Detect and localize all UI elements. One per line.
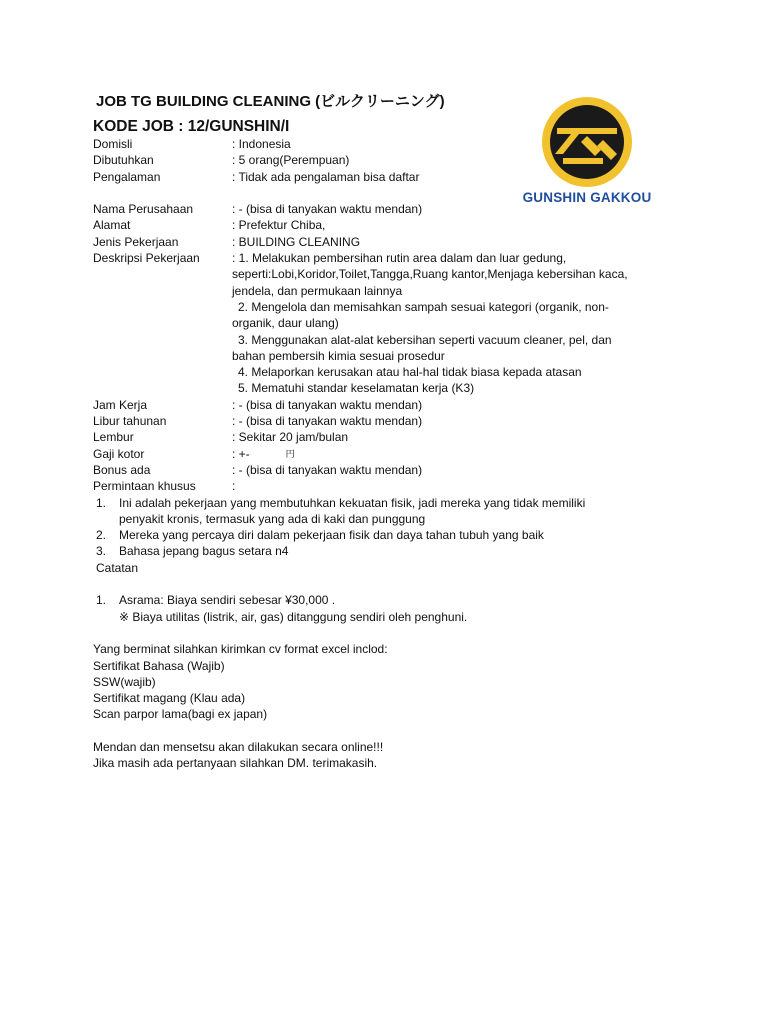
field-label: Pengalaman <box>93 169 161 184</box>
list-number: 1. <box>96 593 107 608</box>
description-line: jendela, dan permukaan lainnya <box>232 283 403 298</box>
field-value <box>232 446 683 462</box>
field-value: : Sekitar 20 jam/bulan <box>232 430 349 445</box>
requirement-line: Mereka yang percaya diri dalam pekerjaan fisik dan daya tahan tubuh yang baik <box>119 528 544 543</box>
catatan-heading: Catatan <box>96 560 139 575</box>
job-title: JOB TG BUILDING CLEANING (ビルクリーニング) <box>96 93 445 110</box>
description-line: bahan pembersih kimia sesuai prosedur <box>232 348 445 363</box>
description-line: 3. Menggunakan alat-alat kebersihan seperti vacuum cleaner, pel, dan <box>238 332 612 347</box>
closing-line: Jika masih ada pertanyaan silahkan DM. terimakasih. <box>93 756 378 771</box>
field-value: : - (bisa di tanyakan waktu mendan) <box>232 202 423 217</box>
list-number: 1. <box>96 495 107 510</box>
blank-line <box>93 185 683 201</box>
description-line: : 1. Melakukan pembersihan rutin area dalam dan luar gedung, <box>232 251 567 266</box>
field-label: Deskripsi Pekerjaan <box>93 251 200 266</box>
field-label: Domisli <box>93 137 133 151</box>
blank-line <box>93 576 683 592</box>
salary-value: : +- <box>232 446 250 461</box>
description-line: 4. Melaporkan kerusakan atau hal-hal tidak biasa kepada atasan <box>238 365 582 380</box>
catatan-text: Asrama: Biaya sendiri sebesar ¥30,000 . <box>119 593 336 608</box>
field-label: Libur tahunan <box>93 414 167 429</box>
apply-doc: Scan parpor lama(bagi ex japan) <box>93 707 268 722</box>
description-block <box>232 250 683 397</box>
field-lembur <box>93 429 683 445</box>
field-domisli <box>93 136 683 152</box>
closing-line: Mendan dan mensetsu akan dilakukan secara online!!! <box>93 739 384 754</box>
description-line: 2. Mengelola dan memisahkan sampah sesuai kategori (organik, non- <box>238 299 609 314</box>
field-value: : Indonesia <box>232 137 291 151</box>
field-value: : 5 orang(Perempuan) <box>232 153 350 168</box>
field-label: Nama Perusahaan <box>93 202 194 217</box>
field-value: : BUILDING CLEANING <box>232 234 361 249</box>
job-code: KODE JOB : 12/GUNSHIN/I <box>93 118 290 135</box>
field-value: : <box>232 479 236 494</box>
requirement-line: Bahasa jepang bagus setara n4 <box>119 544 289 559</box>
apply-intro: Yang berminat silahkan kirimkan cv format excel inclod: <box>93 642 388 657</box>
field-label: Jam Kerja <box>93 397 148 412</box>
description-line: seperti:Lobi,Koridor,Toilet,Tangga,Ruang kantor,Menjaga kebersihan kaca, <box>232 267 628 282</box>
list-number: 2. <box>96 528 107 543</box>
field-label: Dibutuhkan <box>93 153 154 168</box>
field-label: Alamat <box>93 218 131 233</box>
field-value: : Tidak ada pengalaman bisa daftar <box>232 169 420 184</box>
requirement-item <box>93 543 683 559</box>
field-pengalaman <box>93 169 683 185</box>
field-value: : Prefektur Chiba, <box>232 218 326 233</box>
field-deskripsi <box>93 250 683 397</box>
field-value: : - (bisa di tanyakan waktu mendan) <box>232 462 423 477</box>
field-label: Bonus ada <box>93 462 151 477</box>
field-label: Permintaan khusus <box>93 479 196 494</box>
field-permintaan-khusus <box>93 478 683 494</box>
yen-unit: 円 <box>285 448 295 459</box>
field-jam-kerja <box>93 397 683 413</box>
field-bonus <box>93 462 683 478</box>
apply-doc: Sertifikat Bahasa (Wajib) <box>93 658 225 673</box>
requirement-item <box>93 527 683 543</box>
field-label: Lembur <box>93 430 134 445</box>
requirement-item <box>93 495 683 528</box>
apply-doc: Sertifikat magang (Klau ada) <box>93 691 246 706</box>
description-line: organik, daur ulang) <box>232 316 339 331</box>
field-jenis-pekerjaan <box>93 234 683 250</box>
field-gaji-kotor <box>93 446 683 462</box>
field-label: Gaji kotor <box>93 446 145 461</box>
requirement-line: Ini adalah pekerjaan yang membutuhkan kekuatan fisik, jadi mereka yang tidak memiliki <box>119 495 586 510</box>
blank-line <box>93 723 683 739</box>
field-label: Jenis Pekerjaan <box>93 234 179 249</box>
field-value: : - (bisa di tanyakan waktu mendan) <box>232 397 423 412</box>
field-nama-perusahaan <box>93 201 683 217</box>
logo-text: GUNSHIN GAKKOU <box>522 190 652 205</box>
catatan-item <box>93 592 683 608</box>
field-libur-tahunan <box>93 413 683 429</box>
field-dibutuhkan <box>93 152 683 168</box>
catatan-note: ※ Biaya utilitas (listrik, air, gas) ditanggung sendiri oleh penghuni. <box>119 609 468 624</box>
job-details <box>93 136 683 772</box>
requirement-line: penyakit kronis, termasuk yang ada di kaki dan punggung <box>119 511 426 526</box>
field-alamat <box>93 217 683 233</box>
description-line: 5. Mematuhi standar keselamatan kerja (K3) <box>238 381 475 396</box>
field-value: : - (bisa di tanyakan waktu mendan) <box>232 414 423 429</box>
list-number: 3. <box>96 544 107 559</box>
apply-doc: SSW(wajib) <box>93 674 156 689</box>
blank-line <box>93 625 683 641</box>
